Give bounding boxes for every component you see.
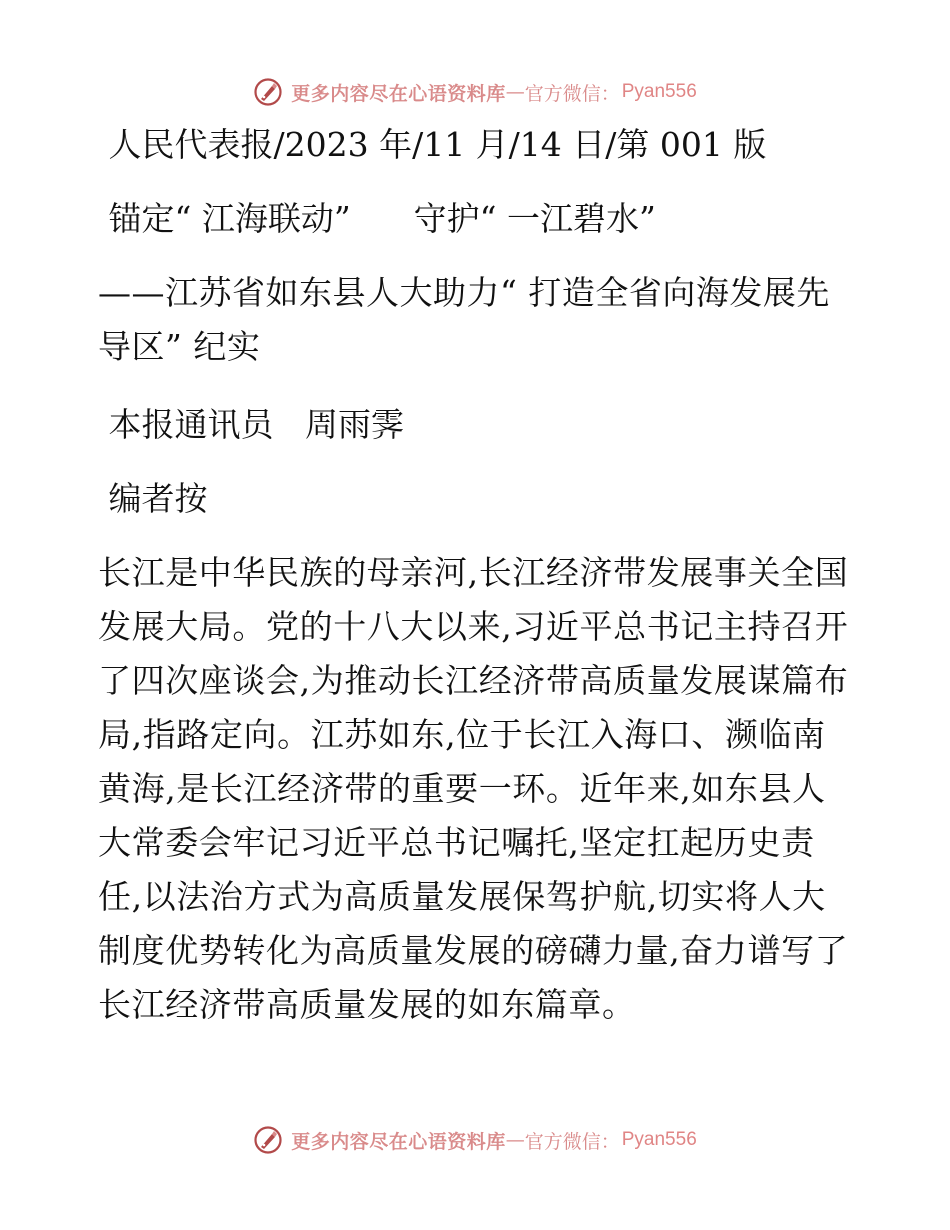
watermark-wechat-label: 官方微信： [524,1130,620,1153]
article-title: 锚定“ 江海联动” 守护“ 一江碧水” [98,199,656,238]
article-content [98,118,850,1032]
source-line: 人民代表报/2023 年/11 月/14 日/第 001 版 [98,125,767,164]
pen-nib-circle-icon [253,77,283,107]
pen-nib-circle-icon [253,1125,283,1155]
byline: 本报通讯员 周雨霁 [98,405,404,444]
watermark-wechat-id: Pyan556 [621,81,697,102]
watermark-wechat-id: Pyan556 [621,1129,697,1150]
watermark-site-text: 更多内容尽在心语资料库 [291,1130,506,1153]
watermark-wechat-label: 官方微信： [524,82,620,105]
article-subtitle: ——江苏省如东县人大助力“ 打造全省向海发展先导区” 纪实 [98,273,830,366]
header-watermark-banner [0,72,950,112]
watermark-separator: — [505,81,525,103]
footer-watermark-banner [0,1120,950,1160]
watermark-site-text: 更多内容尽在心语资料库 [291,82,506,105]
watermark-separator: — [505,1129,525,1151]
editor-note-label: 编者按 [98,479,208,518]
editor-note-body: 长江是中华民族的母亲河,长江经济带发展事关全国发展大局。党的十八大以来,习近平总书记主持召开了四次座谈会,为推动长江经济带高质量发展谋篇布局,指路定向。江苏如东,位于长江入海口、濒临南黄海,是长江经济带的重要一环。近年来,如东县人大常委会牢记习近平总书记嘱托,坚定扛起历史责任,以法治方式为高质量发展保驾护航,切实将人大制度优势转化为高质量发展的磅礴力量,奋力谱写了长江经济带高质量发展的如东篇章。 [98,553,849,1024]
